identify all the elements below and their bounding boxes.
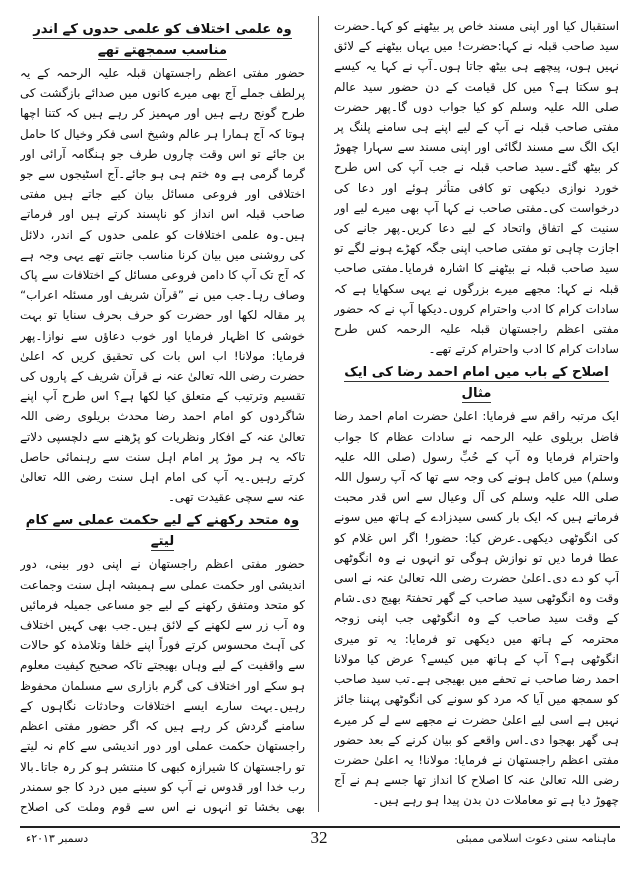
left-heading-1-text: وہ علمی اختلاف کو علمی حدوں کے اندر مناسب سمجھتے تھے <box>33 22 292 58</box>
left-heading-1 <box>20 19 305 61</box>
left-paragraph-2: حضور مفتی اعظم راجستھان نے اپنی دور بینی، دور اندیشی اور حکمت عملی سے ہمیشہ اہل سنت وجماعت کو متحد ومتفق رکھنے کے لیے جو مساعی جمیلہ فرمائیں وہ آب زر سے لکھنے کے لائق ہیں۔جب بھی کہیں اختلاف کی آہٹ محسوس کرتے فوراً اپنے خلفا وتلامذہ کو حالات سے واقفیت کے لیے وہاں بھیجتے تاکہ صحیح کیفیت معلوم ہو سکے اور اختلاف کی گرم بازاری سے مسلمان محفوظ رہیں۔بہت سارے ایسے اختلافات وحادثات نگاہوں کے سامنے گردش کر رہے ہیں کہ اگر حضور مفتی اعظم راجستھان حکمت عملی اور دور اندیشی سے کام نہ لیتے تو راجستھان کا شیرازہ کبھی کا منتشر ہو کر رہ جاتا۔بالا رب خدا اور قدوس نے آپ کو سینے میں درد کا جو سمندر بھی بخشا تو انہوں نے اس سے قوم وملت کی اصلاح <box>20 557 305 814</box>
left-paragraph-1: حضور مفتی اعظم راجستھان قبلہ علیہ الرحمہ کے یہ پرلطف جملے آج بھی میرے کانوں میں صدائے بازگشت کی طرح گونج رہے ہیں اور مہمیز کر رہے ہیں کہ کتنا اچھا ہوتا کہ آج ہمارا ہر عالم وشیخ اسی فکر وخیال کا حامل بن جائے تو اس وقت چاروں طرف جو ہنگامہ آرائی اور گرما گرمی ہے وہ ختم ہی ہو جائے۔آج اسٹیجوں سے جو اختلافی اور فروعی مسائل بیان کیے جاتے ہیں مفتی صاحب قبلہ اس انداز کو ناپسند کرتے ہیں اور فرماتے ہیں۔وہ علمی اختلافات کو علمی حدوں کے اندر، دلائل کی روشنی میں بیان کرنا مناسب جانتے تھے یہی وجہ ہے کہ آج تک آپ کا دامن فروعی مسائل کے اختلافات سے پاک وصاف رہا۔جب میں نے ”قرآن شریف اور مسئلہ اعراب“ پر مقالہ لکھا اور حضرت کو حرف بحرف سنایا تو بہت خوشی کا اظہار فرمایا اور خوب دعاؤں سے نوازا۔پھر فرمایا: مولانا! اب اس بات کی تحقیق کریں کہ اعلیٰ حضرت رضی اللہ تعالیٰ عنہ نے قرآن شریف کے پاروں کی تقسیم وترتیب کے متعلق کیا لکھا ہے؟ اس طرح آپ اپنے شاگردوں کو امام احمد رضا محدث بریلوی رضی اللہ تعالیٰ عنہ کے افکار ونظریات کو پڑھنے سے دلچسپی دلاتے تاکہ یہ ہر موڑ پر امام اہل سنت سے رہنمائی حاصل کرتے رہیں۔یہ آپ کی امام اہل سنت رضی اللہ تعالیٰ عنہ سے سچی عقیدت تھی۔ <box>20 66 305 505</box>
left-column <box>20 16 305 814</box>
left-heading-2-text: وہ متحد رکھنے کے لیے حکمت عملی سے کام لیتے <box>25 513 300 550</box>
right-heading-2-text: اصلاح کے باب میں امام احمد رضا کی ایک مثال <box>344 365 609 402</box>
right-column <box>334 16 619 814</box>
page-number: 32 <box>310 828 328 847</box>
footer-date: دسمبر ۲۰۱۳ء <box>26 832 89 845</box>
footer-magazine-name: ماہنامہ سنی دعوت اسلامی ممبئی <box>456 832 616 845</box>
left-heading-2 <box>20 510 305 552</box>
right-heading-2 <box>334 362 619 404</box>
right-paragraph-2: ایک مرتبہ راقم سے فرمایا: اعلیٰ حضرت امام احمد رضا فاضل بریلوی علیہ الرحمہ نے سادات عظام کا جواب واحترام فرمایا وہ آپ کے حُبِّ رسول (صلی اللہ علیہ وسلم) میں کامل ہونے کی وجہ سے تھا کہ آپ رسول اللہ صلی اللہ علیہ وسلم کی آل وعیال سے اس قدر محبت فرماتے ہیں کہ ایک بار کسی سیدزادے کے ہاتھ میں سونے کی انگوٹھی دیکھی۔عرض کیا: حضور! اگر اس غلام کو عطا فرما دیں تو نوازش ہوگی تو انہوں نے وہ انگوٹھی آپ کو دے دی۔اعلیٰ حضرت رضی اللہ تعالیٰ عنہ نے اسی وقت وہ انگوٹھی سید صاحب کے گھر تحفتہً بھیج دی۔شام کے وقت سید صاحب کے وہ انگوٹھی جب اپنی زوجہ محترمہ کے ہاتھ میں دیکھی تو فرمایا: یہ تو میری انگوٹھی ہے؟ آپ کے ہاتھ میں کیسے؟ عرض کیا مولانا احمد رضا صاحب نے تحفے میں بھیجی ہے۔تب سید صاحب کو سمجھ میں آیا کہ مرد کو سونے کی انگوٹھی پہننا جائز نہیں ہے اسی لیے اعلیٰ حضرت نے مجھے سے لے کر میرے ہی گھر بھجوا دی۔اس واقعے کو بیان کرنے کے بعد حضور مفتی اعظم راجستھان نے فرمایا: مولانا! یہ اعلیٰ حضرت رضی اللہ تعالیٰ عنہ کا اصلاح کا انداز تھا جسے ہم نے آج چھوڑ دیا ہے تو معاملات دن بدن پیدا ہو رہے ہیں۔ <box>334 409 619 808</box>
column-divider <box>318 16 319 812</box>
right-paragraph-1: استقبال کیا اور اپنی مسند خاص پر بیٹھنے کو کہا۔حضرت سید صاحب قبلہ نے کہا:حضرت! میں یہاں بیٹھنے کے لائق نہیں ہوں، پیچھے ہی بیٹھ جاتا ہوں۔آپ نے کہا یہ کیسے ہو سکتا ہے؟ میں کل قیامت کے دن حضور سید عالم صلی اللہ علیہ وسلم کو کیا جواب دوں گا۔پھر حضرت مفتی صاحب قبلہ نے آپ کے لیے اپنے ہی سامنے پلنگ پر ایک الگ سے مسند لگائی اور اپنی مسند سے سہارا چھوڑ کر بیٹھ گئے۔سید صاحب قبلہ نے جب آپ کی اس طرح خورد نوازی دیکھی تو کافی متأثر ہوئے اور دعا کی درخواست کی۔مفتی صاحب نے کہا آپ بھی میرے لیے اور سنیت کے اتفاق واتحاد کے لیے دعا کریں۔پھر جانے کی اجازت چاہی تو مفتی صاحب اپنی جگہ کھڑے ہونے لگے تو سید صاحب قبلہ نے بیٹھنے کا اشارہ فرمایا۔مفتی صاحب قبلہ نے کہا: مجھے میرے بزرگوں نے یہی سکھایا ہے کہ سادات کرام کا ادب واحترام کروں۔دیکھا آپ نے کہ حضور مفتی اعظم راجستھان قبلہ علیہ الرحمہ کس طرح سادات کرام کا ادب واحترام کرتے تھے۔ <box>334 19 619 357</box>
